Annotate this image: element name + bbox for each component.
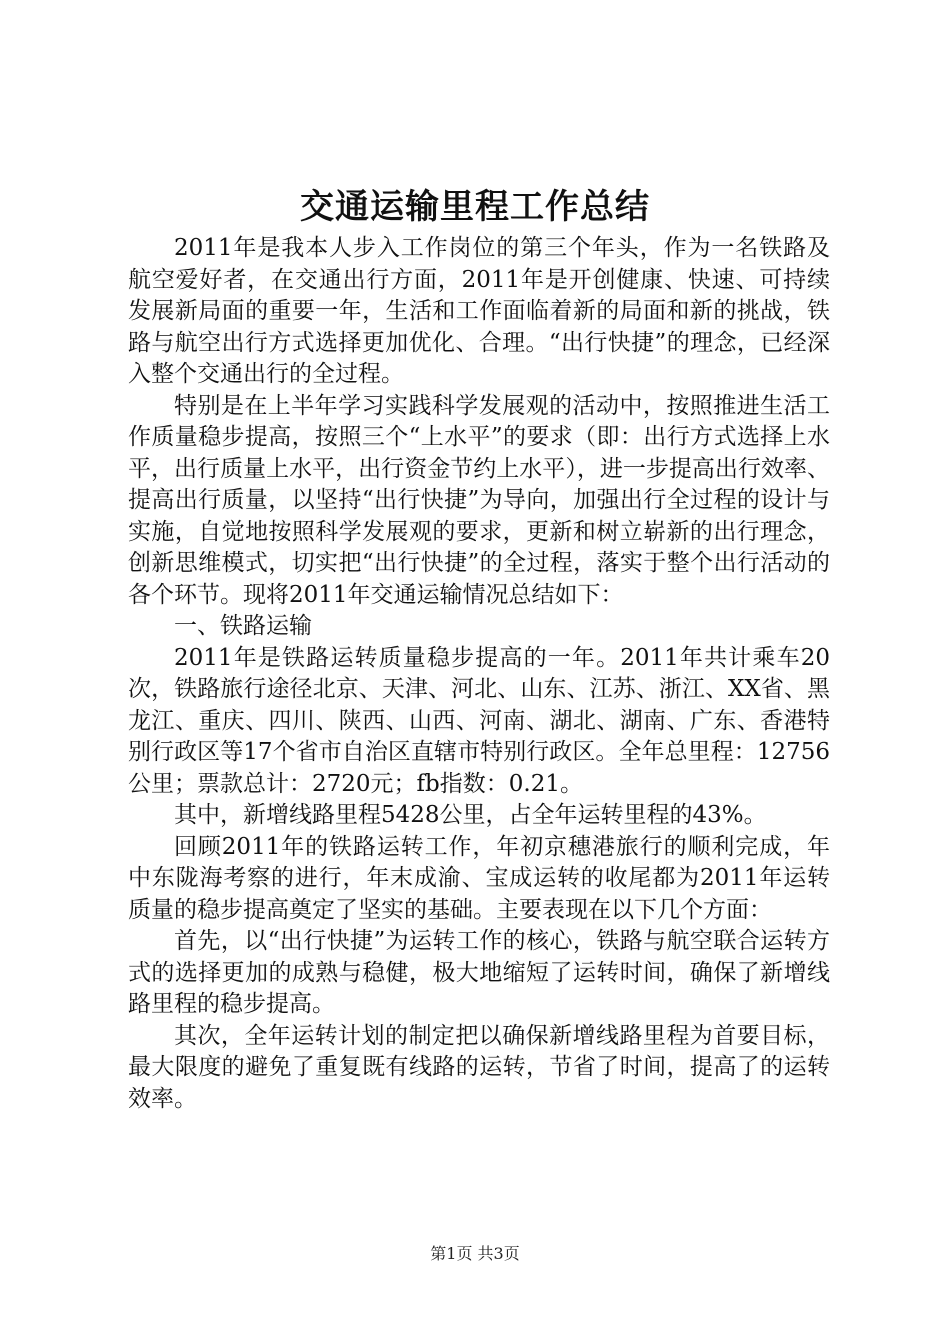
document-title: 交通运输里程工作总结 xyxy=(300,187,650,227)
paragraph-new-lines: 其中，新增线路里程5428公里，占全年运转里程的43%。 xyxy=(174,802,767,828)
document-body xyxy=(128,233,830,1115)
paragraph-first-point: 首先，以“出行快捷”为运转工作的核心，铁路与航空联合运转方式的选择更加的成熟与稳健，极大地缩短了运转时间，确保了新增线路里程的稳步提高。 xyxy=(128,928,830,1017)
paragraph-background: 特别是在上半年学习实践科学发展观的活动中，按照推进生活工作质量稳步提高，按照三个“上水平”的要求（即：出行方式选择上水平，出行质量上水平，出行资金节约上水平），进一步提高出行效率、提高出行质量，以坚持“出行快捷”为导向，加强出行全过程的设计与实施，自觉地按照科学发展观的要求，更新和树立崭新的出行理念，创新思维模式，切实把“出行快捷”的全过程，落实于整个出行活动的各个环节。现将2011年交通运输情况总结如下： xyxy=(128,392,830,608)
paragraph-intro: 2011年是我本人步入工作岗位的第三个年头，作为一名铁路及航空爱好者，在交通出行方面，2011年是开创健康、快速、可持续发展新局面的重要一年，生活和工作面临着新的局面和新的挑战，铁路与航空出行方式选择更加优化、合理。“出行快捷”的理念，已经深入整个交通出行的全过程。 xyxy=(128,235,830,387)
paragraph-railway-summary: 2011年是铁路运转质量稳步提高的一年。2011年共计乘车20次，铁路旅行途径北京、天津、河北、山东、江苏、浙江、XX省、黑龙江、重庆、四川、陕西、山西、河南、湖北、湖南、广东、香港特别行政区等17个省市自治区直辖市特别行政区。全年总里程：12756公里；票款总计：2720元；fb指数：0.21。 xyxy=(128,644,830,797)
section-heading-railway: 一、铁路运输 xyxy=(174,613,312,639)
page-number-footer: 第1页 共3页 xyxy=(430,1244,520,1263)
paragraph-review: 回顾2011年的铁路运转工作，年初京穗港旅行的顺利完成，年中东陇海考察的进行，年末成渝、宝成运转的收尾都为2011年运转质量的稳步提高奠定了坚实的基础。主要表现在以下几个方面： xyxy=(128,833,830,923)
paragraph-second-point: 其次，全年运转计划的制定把以确保新增线路里程为首要目标，最大限度的避免了重复既有线路的运转，节省了时间，提高了的运转效率。 xyxy=(128,1022,830,1112)
